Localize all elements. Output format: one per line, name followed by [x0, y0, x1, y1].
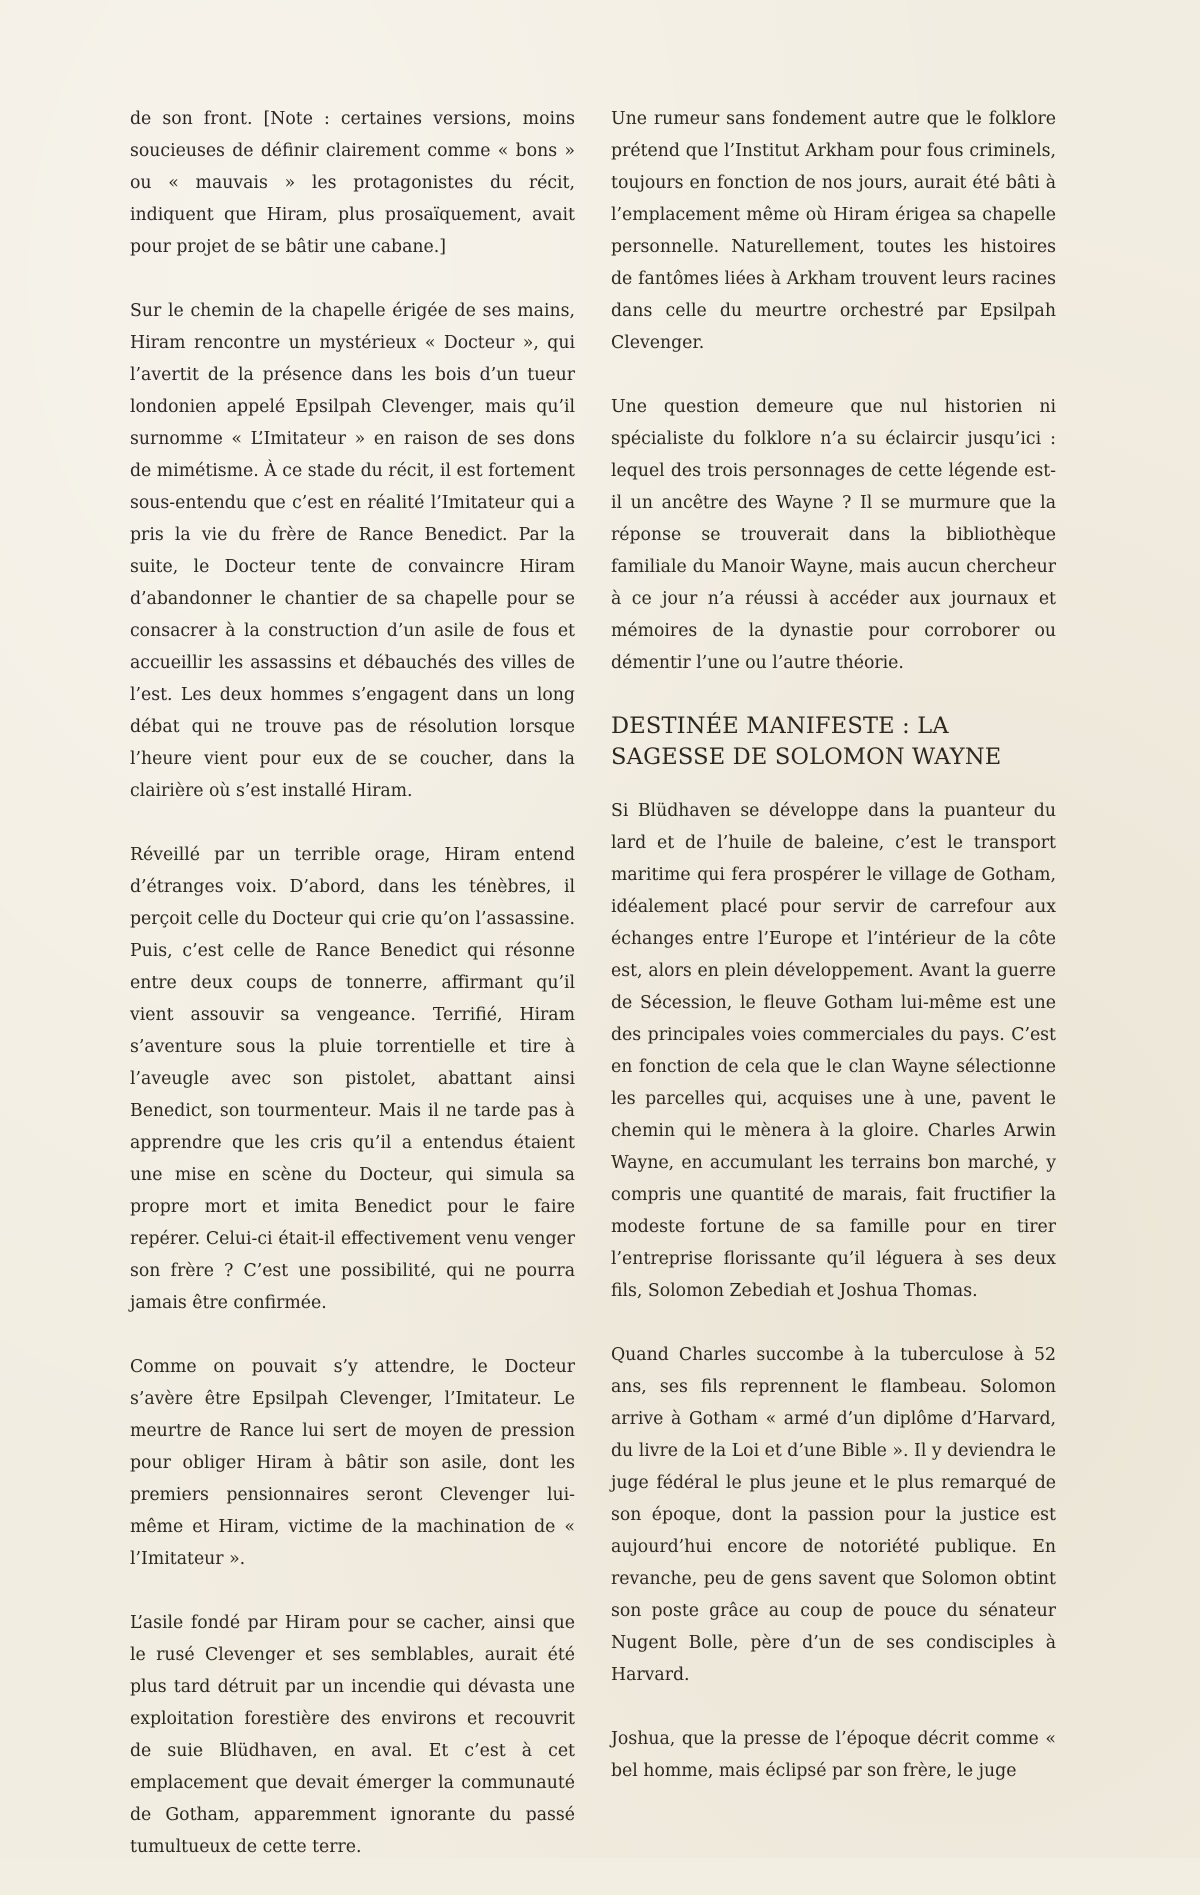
paragraph: Comme on pouvait s’y attendre, le Docteur s’avère être Epsilpah Clevenger, l’Imitateur. Le meurtre de Rance lui sert de moyen de pression pour obliger Hiram à bâtir son asile, dont les premiers pensionnaires seront Clevenger lui-même et Hiram, victime de la machination de « l’Imitateur ». — [130, 1357, 575, 1569]
paragraph: Une question demeure que nul historien ni spécialiste du folklore n’a su éclaircir jusqu’ici : lequel des trois personnages de cette légende est-il un ancêtre des Wayne ? Il se murmure que la réponse se trouverait dans la bibliothèque familiale du Manoir Wayne, mais aucun chercheur à ce jour n’a réussi à accéder aux journaux et mémoires de la dynastie pour corroborer ou démentir l’une ou l’autre théorie. — [611, 397, 1056, 673]
paragraph: Sur le chemin de la chapelle érigée de ses mains, Hiram rencontre un mystérieux « Docteur », qui l’avertit de la présence dans les bois d’un tueur londonien appelé Epsilpah Clevenger, mais qu’il surnomme « L’Imitateur » en raison de ses dons de mimétisme. À ce stade du récit, il est fortement sous-entendu que c’est en réalité l’Imitateur qui a pris la vie du frère de Rance Benedict. Par la suite, le Docteur tente de convaincre Hiram d’abandonner le chantier de sa chapelle pour se consacrer à la construction d’un asile de fous et accueillir les assassins et débauchés des villes de l’est. Les deux hommes s’engagent dans un long débat qui ne trouve pas de résolution lorsque l’heure vient pour eux de se coucher, dans la clairière où s’est installé Hiram. — [130, 301, 575, 801]
paragraph: Quand Charles succombe à la tuberculose à 52 ans, ses fils reprennent le flambeau. Solomon arrive à Gotham « armé d’un diplôme d’Harvard, du livre de la Loi et d’une Bible ». Il y deviendra le juge fédéral le plus jeune et le plus remarqué de son époque, dont la passion pour la justice est aujourd’hui encore de notoriété publique. En revanche, peu de gens savent que Solomon obtint son poste grâce au coup de pouce du sénateur Nugent Bolle, père d’un de ses condisciples à Harvard. — [611, 1345, 1056, 1685]
paragraph: L’asile fondé par Hiram pour se cacher, ainsi que le rusé Clevenger et ses semblables, aurait été plus tard détruit par un incendie qui dévasta une exploitation forestière des environs et recouvrit de suie Blüdhaven, en aval. Et c’est à cet emplacement que devait émerger la communauté de Gotham, apparemment ignorante du passé tumultueux de cette terre. — [130, 1613, 575, 1857]
right-column — [611, 103, 1056, 1819]
left-column — [130, 103, 575, 1895]
paragraph: Joshua, que la presse de l’époque décrit comme « bel homme, mais éclipsé par son frère, le juge — [611, 1729, 1056, 1781]
paragraph: Réveillé par un terrible orage, Hiram entend d’étranges voix. D’abord, dans les ténèbres, il perçoit celle du Docteur qui crie qu’on l’assassine. Puis, c’est celle de Rance Benedict qui résonne entre deux coups de tonnerre, affirmant qu’il vient assouvir sa vengeance. Terrifié, Hiram s’aventure sous la pluie torrentielle et tire à l’aveugle avec son pistolet, abattant ainsi Benedict, son tourmenteur. Mais il ne tarde pas à apprendre que les cris qu’il a entendus étaient une mise en scène du Docteur, qui simula sa propre mort et imita Benedict pour le faire repérer. Celui-ci était-il effectivement venu venger son frère ? C’est une possibilité, qui ne pourra jamais être confirmée. — [130, 845, 575, 1313]
paragraph: de son front. [Note : certaines versions, moins soucieuses de définir clairement comme « bons » ou « mauvais » les protagonistes du récit, indiquent que Hiram, plus prosaïquement, avait pour projet de se bâtir une cabane.] — [130, 109, 575, 257]
section-heading: DESTINÉE MANIFESTE : LA SAGESSE DE SOLOMON WAYNE — [611, 713, 1002, 770]
paragraph: Une rumeur sans fondement autre que le folklore prétend que l’Institut Arkham pour fous criminels, toujours en fonction de nos jours, aurait été bâti à l’emplacement même où Hiram érigea sa chapelle personnelle. Naturellement, toutes les histoires de fantômes liées à Arkham trouvent leurs racines dans celle du meurtre orchestré par Epsilpah Clevenger. — [611, 109, 1056, 353]
paragraph: Si Blüdhaven se développe dans la puanteur du lard et de l’huile de baleine, c’est le transport maritime qui fera prospérer le village de Gotham, idéalement placé pour servir de carrefour aux échanges entre l’Europe et l’intérieur de la côte est, alors en plein développement. Avant la guerre de Sécession, le fleuve Gotham lui-même est une des principales voies commerciales du pays. C’est en fonction de cela que le clan Wayne sélectionne les parcelles qui, acquises une à une, pavent le chemin qui le mènera à la gloire. Charles Arwin Wayne, en accumulant les terrains bon marché, y compris une quantité de marais, fait fructifier la modeste fortune de sa famille pour en tirer l’entreprise florissante qu’il léguera à ses deux fils, Solomon Zebediah et Joshua Thomas. — [611, 801, 1056, 1301]
